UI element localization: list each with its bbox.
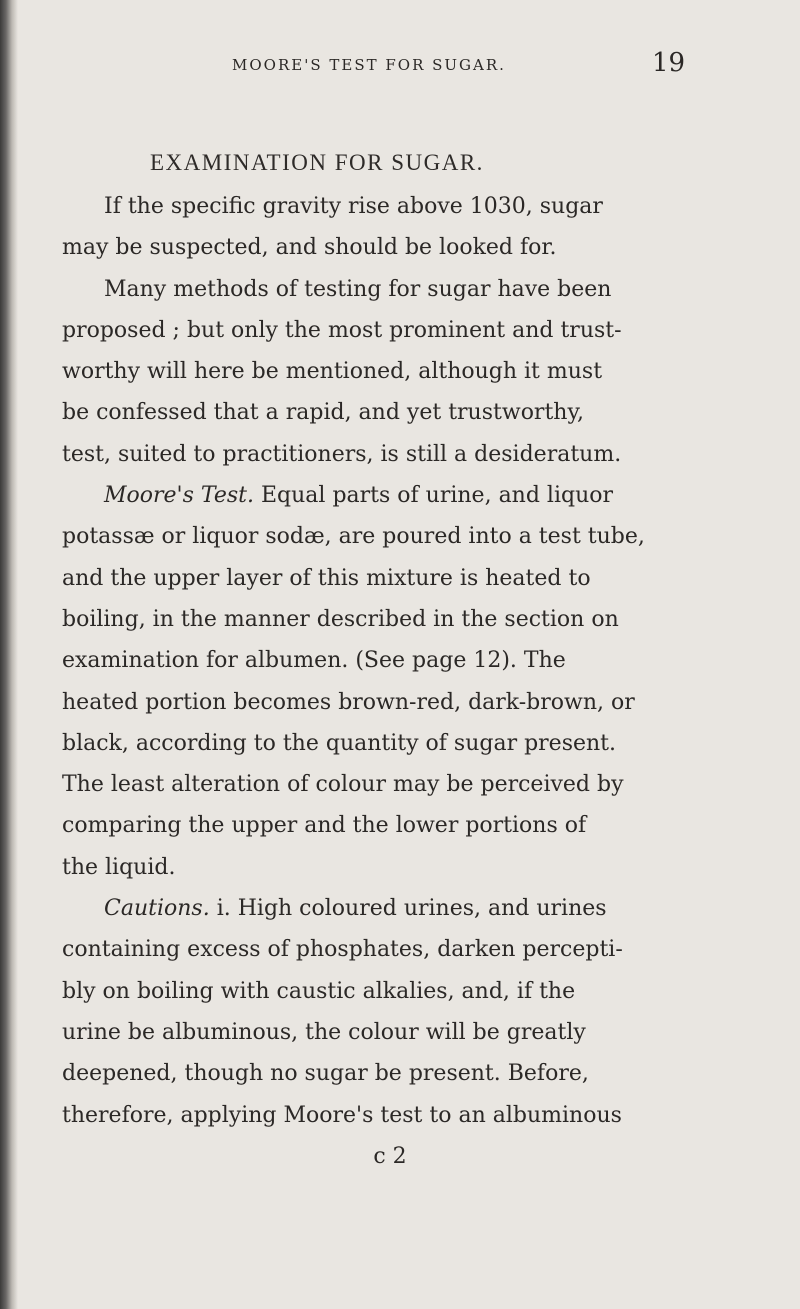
text-line: may be suspected, and should be looked for.	[62, 235, 557, 261]
text-line: black, according to the quantity of sugar present.	[62, 730, 617, 756]
text-line: Moore's Test. Equal parts of urine, and liquor	[104, 483, 614, 509]
signature-mark: c 2	[373, 1143, 407, 1169]
paragraph-lead-cautions: Cautions.	[104, 896, 210, 922]
page-number: 19	[652, 48, 686, 78]
text-line: worthy will here be mentioned, although it must	[62, 359, 603, 385]
text-line: Many methods of testing for sugar have been	[104, 276, 612, 302]
text-line: heated portion becomes brown-red, dark-brown, or	[62, 689, 635, 715]
text-line: bly on boiling with caustic alkalies, and, if the	[62, 978, 576, 1004]
text-line: proposed ; but only the most prominent and trust-	[62, 317, 622, 343]
body-text	[62, 186, 798, 1177]
text-line: If the specific gravity rise above 1030, sugar	[104, 194, 603, 219]
text-line: Cautions. i. High coloured urines, and urines	[104, 896, 607, 922]
text-line: potassæ or liquor sodæ, are poured into a test tube,	[62, 524, 645, 550]
section-title: EXAMINATION FOR SUGAR.	[150, 150, 484, 175]
text-line: and the upper layer of this mixture is heated to	[62, 565, 591, 591]
paragraph-lead-moores-test: Moore's Test.	[104, 483, 254, 509]
text-line: therefore, applying Moore's test to an albuminous	[62, 1102, 622, 1128]
text-line: examination for albumen. (See page 12). The	[62, 648, 566, 674]
text-line: deepened, though no sugar be present. Before,	[62, 1061, 589, 1087]
text-line: The least alteration of colour may be perceived by	[62, 772, 624, 798]
text-line: urine be albuminous, the colour will be greatly	[62, 1019, 586, 1045]
text-line: test, suited to practitioners, is still a desideratum.	[62, 441, 622, 467]
text-line: the liquid.	[62, 854, 176, 880]
text-line: boiling, in the manner described in the section on	[62, 606, 619, 632]
text-line: comparing the upper and the lower portions of	[62, 813, 587, 839]
running-head: MOORE'S TEST FOR SUGAR.	[232, 56, 506, 74]
text-line: containing excess of phosphates, darken percepti-	[62, 937, 623, 963]
text-line: be confessed that a rapid, and yet trustworthy,	[62, 400, 584, 426]
